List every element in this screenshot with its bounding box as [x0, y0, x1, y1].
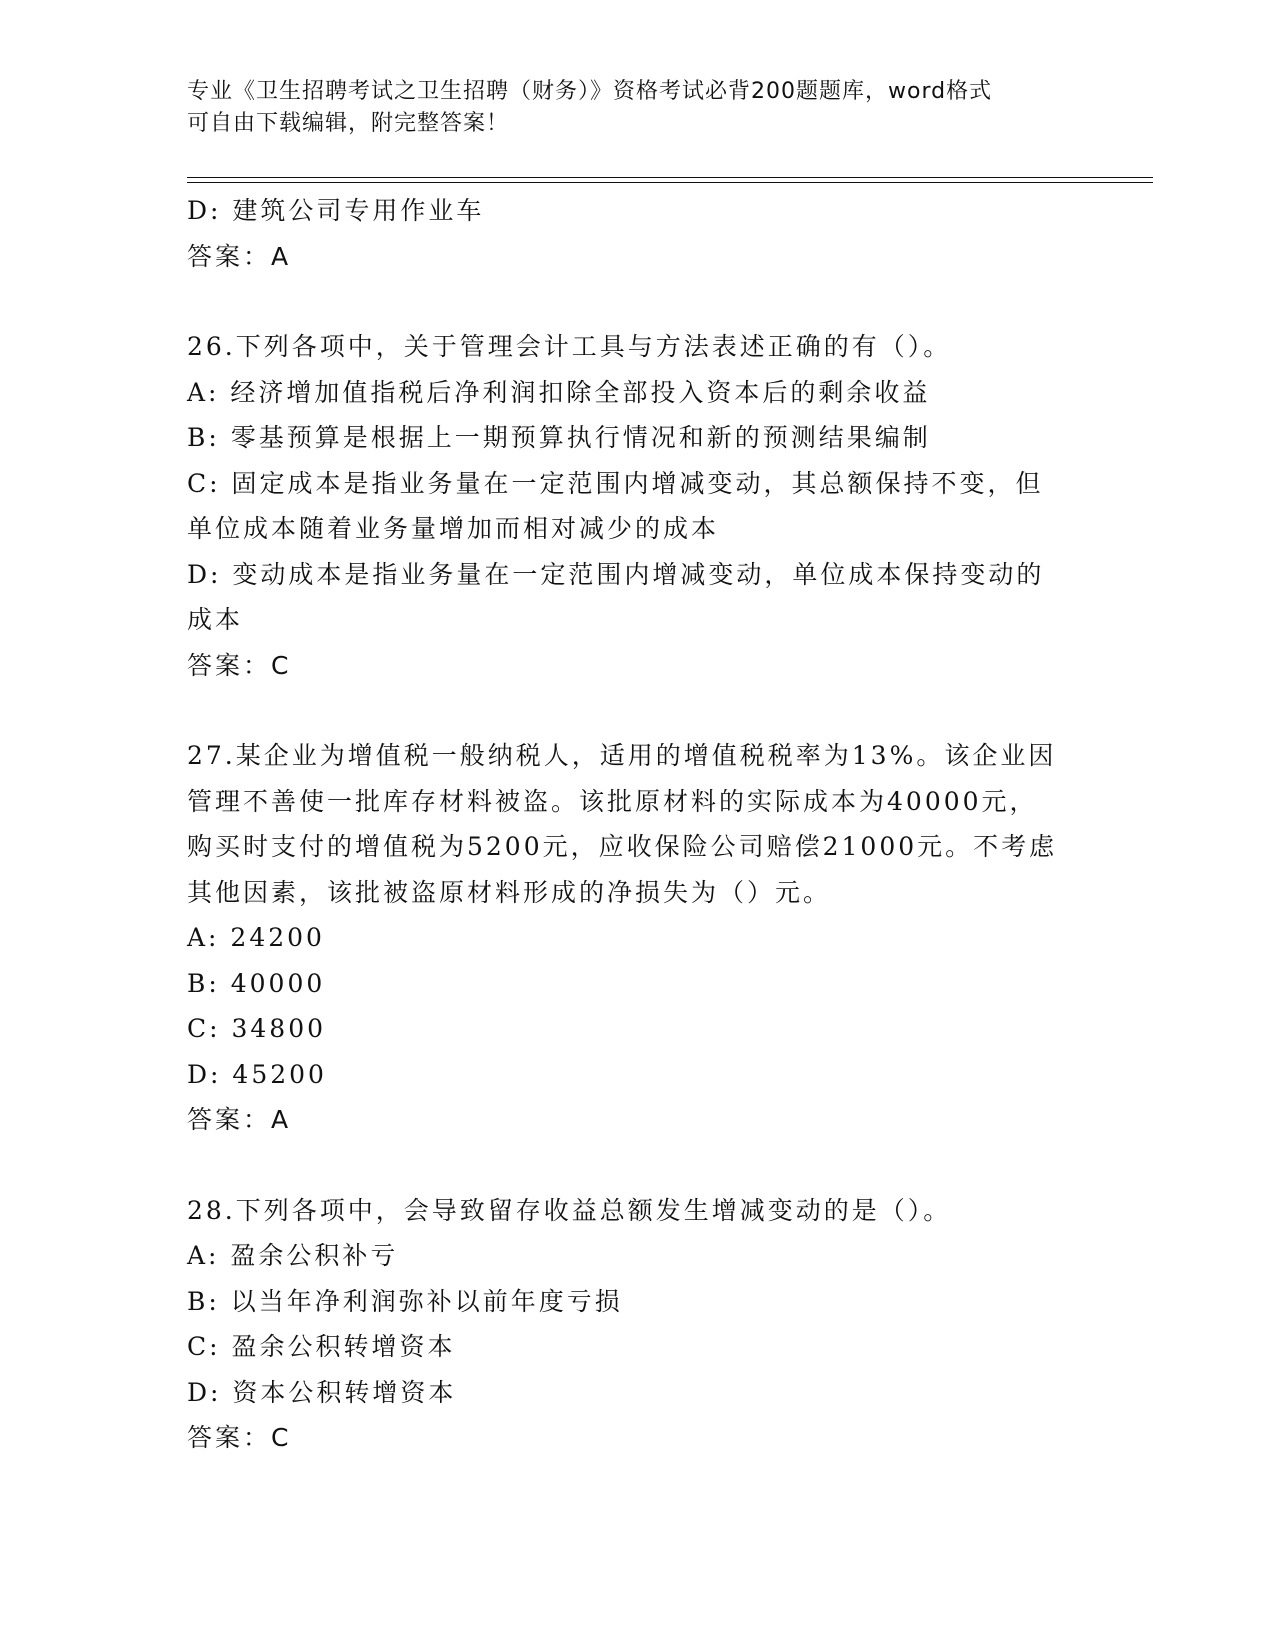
question-stem: 27.某企业为增值税一般纳税人，适用的增值税税率为13%。该企业因	[187, 741, 1057, 770]
option-d: D: 45200	[187, 1059, 327, 1089]
header-title-line-2: 可自由下载编辑，附完整答案！	[187, 111, 510, 136]
option-a: A: 24200	[187, 923, 325, 952]
answer-line: 答案：C	[187, 650, 292, 680]
question-stem: 28.下列各项中，会导致留存收益总额发生增减变动的是（）。	[187, 1195, 952, 1225]
question-stem-continued: 其他因素，该批被盗原材料形成的净损失为（）元。	[187, 877, 832, 907]
spacer	[187, 688, 1087, 733]
option-b: B: 40000	[187, 968, 326, 998]
option-d: D: 资本公积转增资本	[187, 1377, 457, 1407]
question-stem-continued: 购买时支付的增值税为5200元，应收保险公司赔偿21000元。不考虑	[187, 832, 1058, 861]
header-divider-bottom	[187, 182, 1153, 183]
option-c-continued: 单位成本随着业务量增加而相对减少的成本	[187, 514, 720, 543]
header-title-line-1: 专业《卫生招聘考试之卫生招聘（财务）》资格考试必背200题题库，word格式	[187, 79, 993, 104]
option-d: D: 建筑公司专用作业车	[187, 196, 485, 225]
option-a: A: 盈余公积补亏	[187, 1241, 399, 1270]
option-d: D: 变动成本是指业务量在一定范围内增减变动，单位成本保持变动的	[187, 559, 1045, 589]
option-b: B: 零基预算是根据上一期预算执行情况和新的预测结果编制	[187, 423, 931, 452]
spacer	[187, 279, 1087, 324]
question-stem-continued: 管理不善使一批库存材料被盗。该批原材料的实际成本为40000元，	[187, 786, 1038, 816]
option-d-continued: 成本	[187, 605, 244, 634]
question-26	[187, 324, 1087, 688]
question-27	[187, 733, 1087, 1143]
question-25-tail	[187, 188, 1087, 279]
option-c: C: 盈余公积转增资本	[187, 1332, 456, 1361]
answer-line: 答案：C	[187, 1423, 292, 1452]
option-c: C: 固定成本是指业务量在一定范围内增减变动，其总额保持不变，但	[187, 468, 1044, 498]
option-b: B: 以当年净利润弥补以前年度亏损	[187, 1286, 623, 1316]
question-28	[187, 1188, 1087, 1461]
question-stem: 26.下列各项中，关于管理会计工具与方法表述正确的有（）。	[187, 332, 952, 361]
header-divider-top	[187, 177, 1153, 178]
question-list	[187, 188, 1087, 1461]
document-header	[187, 76, 1067, 140]
answer-line: 答案：A	[187, 1105, 292, 1134]
spacer	[187, 1143, 1087, 1188]
option-a: A: 经济增加值指税后净利润扣除全部投入资本后的剩余收益	[187, 377, 931, 407]
option-c: C: 34800	[187, 1014, 327, 1043]
answer-line: 答案：A	[187, 241, 292, 271]
